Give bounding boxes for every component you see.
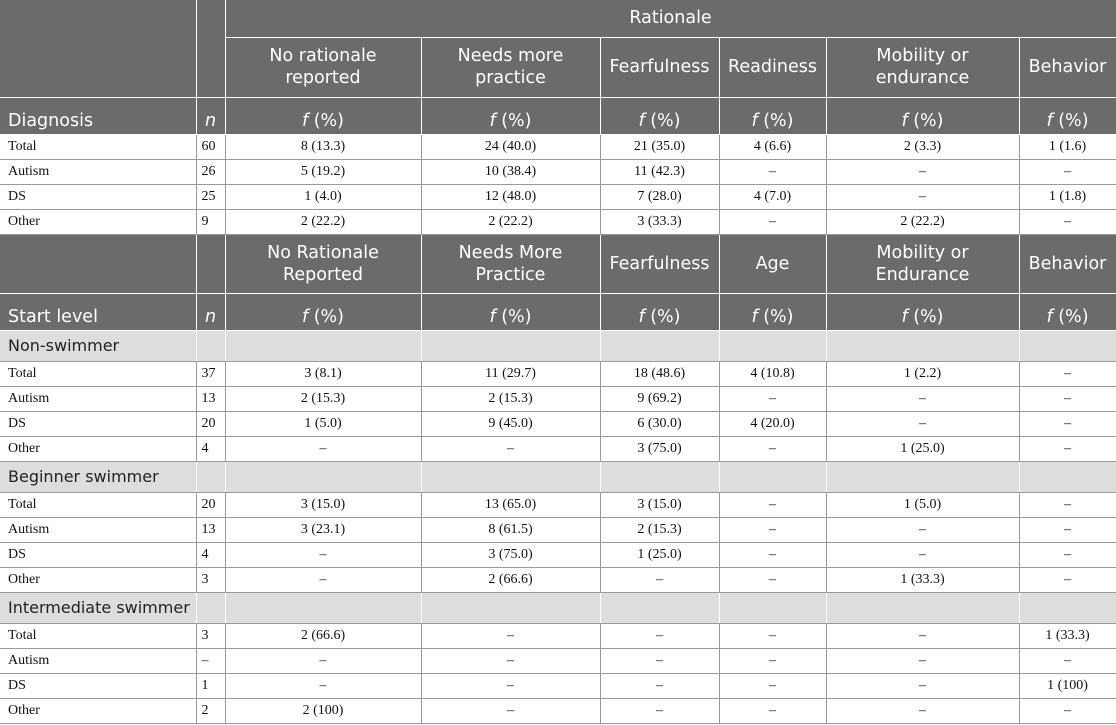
freq-heading xyxy=(600,97,719,134)
start-level-heading: Start level xyxy=(0,293,196,330)
f-symbol: f xyxy=(638,306,645,327)
group-empty-cell xyxy=(421,330,600,361)
table-cell: 4 (10.8) xyxy=(719,361,826,386)
row-label: Other xyxy=(0,436,196,461)
column-header: Age xyxy=(719,234,826,293)
group-empty-cell xyxy=(196,330,225,361)
table-cell: – xyxy=(1019,159,1116,184)
table-cell: 1 (5.0) xyxy=(225,411,421,436)
table-cell: – xyxy=(719,209,826,234)
group-label: Non-swimmer xyxy=(0,330,196,361)
table-cell: – xyxy=(1019,492,1116,517)
diagnosis-heading: Diagnosis xyxy=(0,97,196,134)
group-empty-cell xyxy=(225,330,421,361)
group-empty-cell xyxy=(225,592,421,623)
percent-symbol: (%) xyxy=(1058,110,1089,131)
table-cell: – xyxy=(1019,567,1116,592)
table-cell: – xyxy=(1019,542,1116,567)
table-row xyxy=(0,648,1116,673)
row-n: 20 xyxy=(196,492,225,517)
percent-symbol: (%) xyxy=(913,110,944,131)
table-cell: – xyxy=(225,542,421,567)
table-cell: 11 (42.3) xyxy=(600,159,719,184)
table-row xyxy=(0,386,1116,411)
header-blank-cell xyxy=(196,234,225,293)
table-cell: 8 (13.3) xyxy=(225,134,421,159)
column-header: Mobility or endurance xyxy=(826,37,1019,97)
group-empty-cell xyxy=(1019,461,1116,492)
row-n: 13 xyxy=(196,517,225,542)
header-blank-cell xyxy=(196,0,225,97)
table-cell: 2 (15.3) xyxy=(600,517,719,542)
table-cell: 1 (4.0) xyxy=(225,184,421,209)
row-n: 1 xyxy=(196,673,225,698)
table-row xyxy=(0,567,1116,592)
percent-symbol: (%) xyxy=(501,110,532,131)
column-header: Fearfulness xyxy=(600,37,719,97)
row-label: Total xyxy=(0,134,196,159)
table-cell: 2 (15.3) xyxy=(225,386,421,411)
table-cell: – xyxy=(1019,386,1116,411)
column-header: Behavior xyxy=(1019,234,1116,293)
percent-symbol: (%) xyxy=(763,306,794,327)
table-cell: – xyxy=(421,623,600,648)
column-header: Mobility or Endurance xyxy=(826,234,1019,293)
n-heading: n xyxy=(196,293,225,330)
table-row xyxy=(0,436,1116,461)
freq-heading xyxy=(225,97,421,134)
table-cell: 4 (6.6) xyxy=(719,134,826,159)
table-cell: 2 (22.2) xyxy=(421,209,600,234)
group-empty-cell xyxy=(421,592,600,623)
table-cell: 3 (15.0) xyxy=(225,492,421,517)
f-symbol: f xyxy=(1046,110,1053,131)
table-cell: 3 (23.1) xyxy=(225,517,421,542)
n-heading: n xyxy=(196,97,225,134)
table-cell: – xyxy=(719,673,826,698)
table-cell: – xyxy=(826,542,1019,567)
f-symbol: f xyxy=(901,110,908,131)
header-sub-row-2 xyxy=(0,293,1116,330)
table-cell: 24 (40.0) xyxy=(421,134,600,159)
row-label: Autism xyxy=(0,159,196,184)
table-cell: – xyxy=(600,623,719,648)
table-row xyxy=(0,209,1116,234)
table-cell: – xyxy=(421,673,600,698)
row-label: DS xyxy=(0,184,196,209)
freq-heading xyxy=(719,97,826,134)
row-n: 37 xyxy=(196,361,225,386)
table-cell: 8 (61.5) xyxy=(421,517,600,542)
table-row xyxy=(0,184,1116,209)
row-n: 26 xyxy=(196,159,225,184)
column-header: Needs More Practice xyxy=(421,234,600,293)
table-cell: – xyxy=(719,698,826,723)
table-cell: 21 (35.0) xyxy=(600,134,719,159)
table-cell: 2 (22.2) xyxy=(826,209,1019,234)
table-cell: – xyxy=(225,648,421,673)
column-header: Readiness xyxy=(719,37,826,97)
table-cell: – xyxy=(719,542,826,567)
group-empty-cell xyxy=(196,461,225,492)
table-cell: 3 (75.0) xyxy=(600,436,719,461)
freq-heading xyxy=(421,97,600,134)
table-cell: 1 (1.8) xyxy=(1019,184,1116,209)
row-label: Other xyxy=(0,698,196,723)
group-empty-cell xyxy=(826,330,1019,361)
table-cell: 9 (45.0) xyxy=(421,411,600,436)
row-n: – xyxy=(196,648,225,673)
table-cell: 9 (69.2) xyxy=(600,386,719,411)
table-cell: 1 (5.0) xyxy=(826,492,1019,517)
table-cell: 3 (8.1) xyxy=(225,361,421,386)
freq-heading xyxy=(826,293,1019,330)
table-cell: – xyxy=(826,698,1019,723)
row-n: 60 xyxy=(196,134,225,159)
percent-symbol: (%) xyxy=(650,110,681,131)
table-cell: 2 (100) xyxy=(225,698,421,723)
header-blank-cell xyxy=(0,234,196,293)
table-cell: – xyxy=(826,386,1019,411)
table-cell: – xyxy=(826,184,1019,209)
row-n: 9 xyxy=(196,209,225,234)
row-label: Autism xyxy=(0,648,196,673)
row-n: 20 xyxy=(196,411,225,436)
row-label: DS xyxy=(0,542,196,567)
percent-symbol: (%) xyxy=(1058,306,1089,327)
table-cell: – xyxy=(600,673,719,698)
table-cell: – xyxy=(826,517,1019,542)
table-cell: – xyxy=(1019,209,1116,234)
header-title-row xyxy=(0,0,1116,37)
table-cell: 1 (100) xyxy=(1019,673,1116,698)
freq-heading xyxy=(421,293,600,330)
freq-heading xyxy=(1019,97,1116,134)
table-cell: – xyxy=(600,648,719,673)
table-cell: – xyxy=(1019,648,1116,673)
percent-symbol: (%) xyxy=(650,306,681,327)
table-cell: – xyxy=(826,159,1019,184)
header-blank-cell xyxy=(0,0,196,97)
row-n: 3 xyxy=(196,567,225,592)
header-columns-row-2 xyxy=(0,234,1116,293)
group-empty-cell xyxy=(1019,330,1116,361)
freq-heading xyxy=(600,293,719,330)
table-cell: – xyxy=(1019,517,1116,542)
table-cell: – xyxy=(1019,436,1116,461)
group-row xyxy=(0,592,1116,623)
group-label: Intermediate swimmer xyxy=(0,592,196,623)
row-label: Total xyxy=(0,492,196,517)
table-row xyxy=(0,673,1116,698)
table-cell: – xyxy=(421,436,600,461)
group-empty-cell xyxy=(826,461,1019,492)
table-cell: 3 (75.0) xyxy=(421,542,600,567)
table-cell: 1 (25.0) xyxy=(826,436,1019,461)
table-row xyxy=(0,623,1116,648)
table-cell: 10 (38.4) xyxy=(421,159,600,184)
column-header: No rationale reported xyxy=(225,37,421,97)
row-n: 2 xyxy=(196,698,225,723)
row-label: Total xyxy=(0,361,196,386)
row-n: 25 xyxy=(196,184,225,209)
table-cell: – xyxy=(826,673,1019,698)
table-cell: 1 (25.0) xyxy=(600,542,719,567)
header-sub-row xyxy=(0,97,1116,134)
group-empty-cell xyxy=(196,592,225,623)
group-empty-cell xyxy=(1019,592,1116,623)
percent-symbol: (%) xyxy=(913,306,944,327)
table-cell: – xyxy=(826,623,1019,648)
table-cell: 2 (3.3) xyxy=(826,134,1019,159)
table-cell: – xyxy=(719,517,826,542)
group-row xyxy=(0,461,1116,492)
table-cell: 3 (15.0) xyxy=(600,492,719,517)
table-row xyxy=(0,134,1116,159)
table-cell: 11 (29.7) xyxy=(421,361,600,386)
table-cell: – xyxy=(225,436,421,461)
table-cell: 2 (22.2) xyxy=(225,209,421,234)
table-cell: 6 (30.0) xyxy=(600,411,719,436)
table-cell: 13 (65.0) xyxy=(421,492,600,517)
table-cell: – xyxy=(421,648,600,673)
f-symbol: f xyxy=(751,110,758,131)
percent-symbol: (%) xyxy=(313,306,345,327)
f-symbol: f xyxy=(751,306,758,327)
table-cell: – xyxy=(421,698,600,723)
table-row xyxy=(0,411,1116,436)
table-cell: 1 (1.6) xyxy=(1019,134,1116,159)
f-symbol: f xyxy=(489,110,496,131)
table-cell: – xyxy=(600,567,719,592)
table-cell: – xyxy=(1019,698,1116,723)
table-cell: – xyxy=(719,159,826,184)
percent-symbol: (%) xyxy=(313,110,345,131)
row-label: Total xyxy=(0,623,196,648)
group-empty-cell xyxy=(225,461,421,492)
table-cell: 3 (33.3) xyxy=(600,209,719,234)
table-row xyxy=(0,361,1116,386)
f-symbol: f xyxy=(489,306,496,327)
group-empty-cell xyxy=(600,461,719,492)
group-empty-cell xyxy=(600,592,719,623)
percent-symbol: (%) xyxy=(501,306,532,327)
table-row xyxy=(0,492,1116,517)
table-cell: 2 (15.3) xyxy=(421,386,600,411)
table-cell: – xyxy=(1019,411,1116,436)
column-header: Fearfulness xyxy=(600,234,719,293)
percent-symbol: (%) xyxy=(763,110,794,131)
table-cell: – xyxy=(600,698,719,723)
group-label: Beginner swimmer xyxy=(0,461,196,492)
freq-heading xyxy=(826,97,1019,134)
table-cell: 7 (28.0) xyxy=(600,184,719,209)
group-empty-cell xyxy=(719,330,826,361)
table-cell: 4 (20.0) xyxy=(719,411,826,436)
table-row xyxy=(0,542,1116,567)
f-symbol: f xyxy=(1046,306,1053,327)
rationale-heading: Rationale xyxy=(225,0,1116,37)
table-cell: – xyxy=(719,492,826,517)
f-symbol: f xyxy=(301,110,309,131)
table-row xyxy=(0,698,1116,723)
row-n: 3 xyxy=(196,623,225,648)
f-symbol: f xyxy=(301,306,309,327)
table-cell: – xyxy=(826,648,1019,673)
freq-heading xyxy=(225,293,421,330)
table-cell: 2 (66.6) xyxy=(421,567,600,592)
freq-heading xyxy=(719,293,826,330)
table-cell: 2 (66.6) xyxy=(225,623,421,648)
group-empty-cell xyxy=(600,330,719,361)
table-cell: 5 (19.2) xyxy=(225,159,421,184)
group-empty-cell xyxy=(826,592,1019,623)
f-symbol: f xyxy=(901,306,908,327)
table-cell: – xyxy=(719,623,826,648)
freq-heading xyxy=(1019,293,1116,330)
table-cell: – xyxy=(1019,361,1116,386)
table-cell: 1 (33.3) xyxy=(1019,623,1116,648)
table-cell: 1 (2.2) xyxy=(826,361,1019,386)
row-label: Autism xyxy=(0,386,196,411)
row-label: DS xyxy=(0,673,196,698)
row-n: 4 xyxy=(196,436,225,461)
group-row xyxy=(0,330,1116,361)
table-cell: – xyxy=(719,386,826,411)
row-n: 4 xyxy=(196,542,225,567)
table-cell: – xyxy=(719,567,826,592)
table-row xyxy=(0,159,1116,184)
row-label: Autism xyxy=(0,517,196,542)
table-cell: – xyxy=(225,673,421,698)
table-cell: 12 (48.0) xyxy=(421,184,600,209)
f-symbol: f xyxy=(638,110,645,131)
table-row xyxy=(0,517,1116,542)
column-header: Behavior xyxy=(1019,37,1116,97)
row-n: 13 xyxy=(196,386,225,411)
column-header: No Rationale Reported xyxy=(225,234,421,293)
row-label: Other xyxy=(0,567,196,592)
group-empty-cell xyxy=(719,592,826,623)
row-label: Other xyxy=(0,209,196,234)
table-cell: 1 (33.3) xyxy=(826,567,1019,592)
group-empty-cell xyxy=(421,461,600,492)
table-cell: – xyxy=(719,648,826,673)
group-empty-cell xyxy=(719,461,826,492)
row-label: DS xyxy=(0,411,196,436)
table-cell: – xyxy=(225,567,421,592)
table-cell: – xyxy=(826,411,1019,436)
table-cell: 4 (7.0) xyxy=(719,184,826,209)
table-cell: 18 (48.6) xyxy=(600,361,719,386)
column-header: Needs more practice xyxy=(421,37,600,97)
table-cell: – xyxy=(719,436,826,461)
